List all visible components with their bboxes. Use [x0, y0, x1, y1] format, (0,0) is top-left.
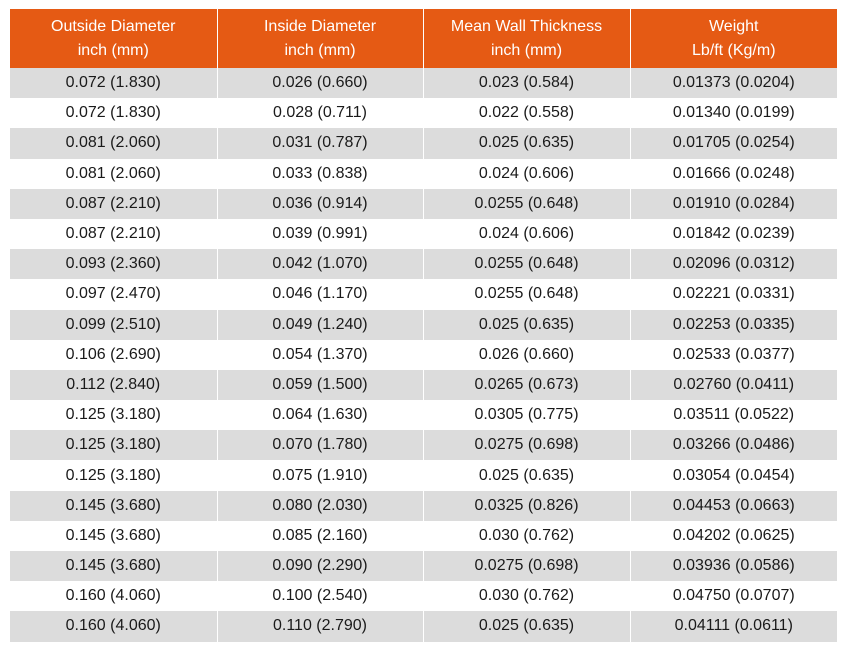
- wall-thickness-cell: 0.024 (0.606): [423, 219, 630, 249]
- weight-cell: 0.03054 (0.0454): [630, 460, 837, 490]
- inside-diameter-cell: 0.049 (1.240): [217, 310, 423, 340]
- weight-cell: 0.01666 (0.0248): [630, 159, 837, 189]
- outside-diameter-cell: 0.072 (1.830): [10, 98, 217, 128]
- outside-diameter-cell: 0.145 (3.680): [10, 551, 217, 581]
- weight-cell: 0.01373 (0.0204): [630, 68, 837, 98]
- wall-thickness-cell: 0.024 (0.606): [423, 159, 630, 189]
- inside-diameter-cell: 0.064 (1.630): [217, 400, 423, 430]
- tubing-spec-table-container: [10, 9, 837, 642]
- header-weight: [630, 9, 837, 68]
- outside-diameter-cell: 0.106 (2.690): [10, 340, 217, 370]
- header-mean-wall-thickness: [423, 9, 630, 68]
- table-row: [10, 551, 837, 581]
- table-row: [10, 581, 837, 611]
- wall-thickness-cell: 0.0305 (0.775): [423, 400, 630, 430]
- header-unit: inch (mm): [490, 41, 563, 59]
- outside-diameter-cell: 0.093 (2.360): [10, 249, 217, 279]
- wall-thickness-cell: 0.0265 (0.673): [423, 370, 630, 400]
- table-row: [10, 68, 837, 98]
- table-row: [10, 128, 837, 158]
- wall-thickness-cell: 0.0255 (0.648): [423, 189, 630, 219]
- weight-cell: 0.02253 (0.0335): [630, 310, 837, 340]
- outside-diameter-cell: 0.125 (3.180): [10, 430, 217, 460]
- header-label: Outside Diameter: [51, 17, 176, 35]
- inside-diameter-cell: 0.028 (0.711): [217, 98, 423, 128]
- header-row: [10, 9, 837, 68]
- weight-cell: 0.03266 (0.0486): [630, 430, 837, 460]
- weight-cell: 0.04111 (0.0611): [630, 611, 837, 641]
- header-label: Weight: [708, 17, 759, 35]
- outside-diameter-cell: 0.087 (2.210): [10, 219, 217, 249]
- wall-thickness-cell: 0.030 (0.762): [423, 581, 630, 611]
- weight-cell: 0.01340 (0.0199): [630, 98, 837, 128]
- outside-diameter-cell: 0.081 (2.060): [10, 159, 217, 189]
- inside-diameter-cell: 0.110 (2.790): [217, 611, 423, 641]
- table-row: [10, 159, 837, 189]
- outside-diameter-cell: 0.072 (1.830): [10, 68, 217, 98]
- outside-diameter-cell: 0.160 (4.060): [10, 611, 217, 641]
- header-label: Inside Diameter: [263, 17, 377, 35]
- weight-cell: 0.03936 (0.0586): [630, 551, 837, 581]
- inside-diameter-cell: 0.036 (0.914): [217, 189, 423, 219]
- inside-diameter-cell: 0.080 (2.030): [217, 491, 423, 521]
- weight-cell: 0.02221 (0.0331): [630, 279, 837, 309]
- wall-thickness-cell: 0.023 (0.584): [423, 68, 630, 98]
- wall-thickness-cell: 0.0255 (0.648): [423, 249, 630, 279]
- header-inside-diameter: [217, 9, 423, 68]
- header-label: Mean Wall Thickness: [450, 17, 603, 35]
- weight-cell: 0.01842 (0.0239): [630, 219, 837, 249]
- table-row: [10, 219, 837, 249]
- wall-thickness-cell: 0.0275 (0.698): [423, 430, 630, 460]
- inside-diameter-cell: 0.090 (2.290): [217, 551, 423, 581]
- wall-thickness-cell: 0.025 (0.635): [423, 128, 630, 158]
- table-row: [10, 611, 837, 641]
- table-row: [10, 460, 837, 490]
- wall-thickness-cell: 0.026 (0.660): [423, 340, 630, 370]
- table-row: [10, 189, 837, 219]
- outside-diameter-cell: 0.145 (3.680): [10, 521, 217, 551]
- weight-cell: 0.04453 (0.0663): [630, 491, 837, 521]
- table-row: [10, 521, 837, 551]
- header-outside-diameter: [10, 9, 217, 68]
- weight-cell: 0.04750 (0.0707): [630, 581, 837, 611]
- header-unit: inch (mm): [284, 41, 356, 59]
- outside-diameter-cell: 0.125 (3.180): [10, 400, 217, 430]
- wall-thickness-cell: 0.0325 (0.826): [423, 491, 630, 521]
- weight-cell: 0.01705 (0.0254): [630, 128, 837, 158]
- inside-diameter-cell: 0.046 (1.170): [217, 279, 423, 309]
- wall-thickness-cell: 0.025 (0.635): [423, 611, 630, 641]
- table-header: [10, 9, 837, 68]
- weight-cell: 0.02533 (0.0377): [630, 340, 837, 370]
- table-row: [10, 370, 837, 400]
- outside-diameter-cell: 0.112 (2.840): [10, 370, 217, 400]
- inside-diameter-cell: 0.100 (2.540): [217, 581, 423, 611]
- inside-diameter-cell: 0.085 (2.160): [217, 521, 423, 551]
- outside-diameter-cell: 0.145 (3.680): [10, 491, 217, 521]
- outside-diameter-cell: 0.097 (2.470): [10, 279, 217, 309]
- table-row: [10, 340, 837, 370]
- outside-diameter-cell: 0.099 (2.510): [10, 310, 217, 340]
- table-row: [10, 400, 837, 430]
- inside-diameter-cell: 0.039 (0.991): [217, 219, 423, 249]
- table-row: [10, 279, 837, 309]
- wall-thickness-cell: 0.022 (0.558): [423, 98, 630, 128]
- wall-thickness-cell: 0.025 (0.635): [423, 460, 630, 490]
- outside-diameter-cell: 0.125 (3.180): [10, 460, 217, 490]
- inside-diameter-cell: 0.031 (0.787): [217, 128, 423, 158]
- table-row: [10, 491, 837, 521]
- outside-diameter-cell: 0.087 (2.210): [10, 189, 217, 219]
- table-row: [10, 249, 837, 279]
- inside-diameter-cell: 0.026 (0.660): [217, 68, 423, 98]
- outside-diameter-cell: 0.081 (2.060): [10, 128, 217, 158]
- table-body: [10, 68, 837, 642]
- table-row: [10, 310, 837, 340]
- wall-thickness-cell: 0.025 (0.635): [423, 310, 630, 340]
- outside-diameter-cell: 0.160 (4.060): [10, 581, 217, 611]
- inside-diameter-cell: 0.075 (1.910): [217, 460, 423, 490]
- wall-thickness-cell: 0.0275 (0.698): [423, 551, 630, 581]
- tubing-spec-table: [10, 9, 837, 642]
- inside-diameter-cell: 0.042 (1.070): [217, 249, 423, 279]
- table-row: [10, 98, 837, 128]
- weight-cell: 0.04202 (0.0625): [630, 521, 837, 551]
- weight-cell: 0.02760 (0.0411): [630, 370, 837, 400]
- inside-diameter-cell: 0.059 (1.500): [217, 370, 423, 400]
- inside-diameter-cell: 0.033 (0.838): [217, 159, 423, 189]
- inside-diameter-cell: 0.070 (1.780): [217, 430, 423, 460]
- table-row: [10, 430, 837, 460]
- wall-thickness-cell: 0.030 (0.762): [423, 521, 630, 551]
- header-unit: inch (mm): [77, 41, 149, 59]
- weight-cell: 0.01910 (0.0284): [630, 189, 837, 219]
- header-unit: Lb/ft (Kg/m): [691, 41, 776, 59]
- weight-cell: 0.02096 (0.0312): [630, 249, 837, 279]
- inside-diameter-cell: 0.054 (1.370): [217, 340, 423, 370]
- wall-thickness-cell: 0.0255 (0.648): [423, 279, 630, 309]
- weight-cell: 0.03511 (0.0522): [630, 400, 837, 430]
